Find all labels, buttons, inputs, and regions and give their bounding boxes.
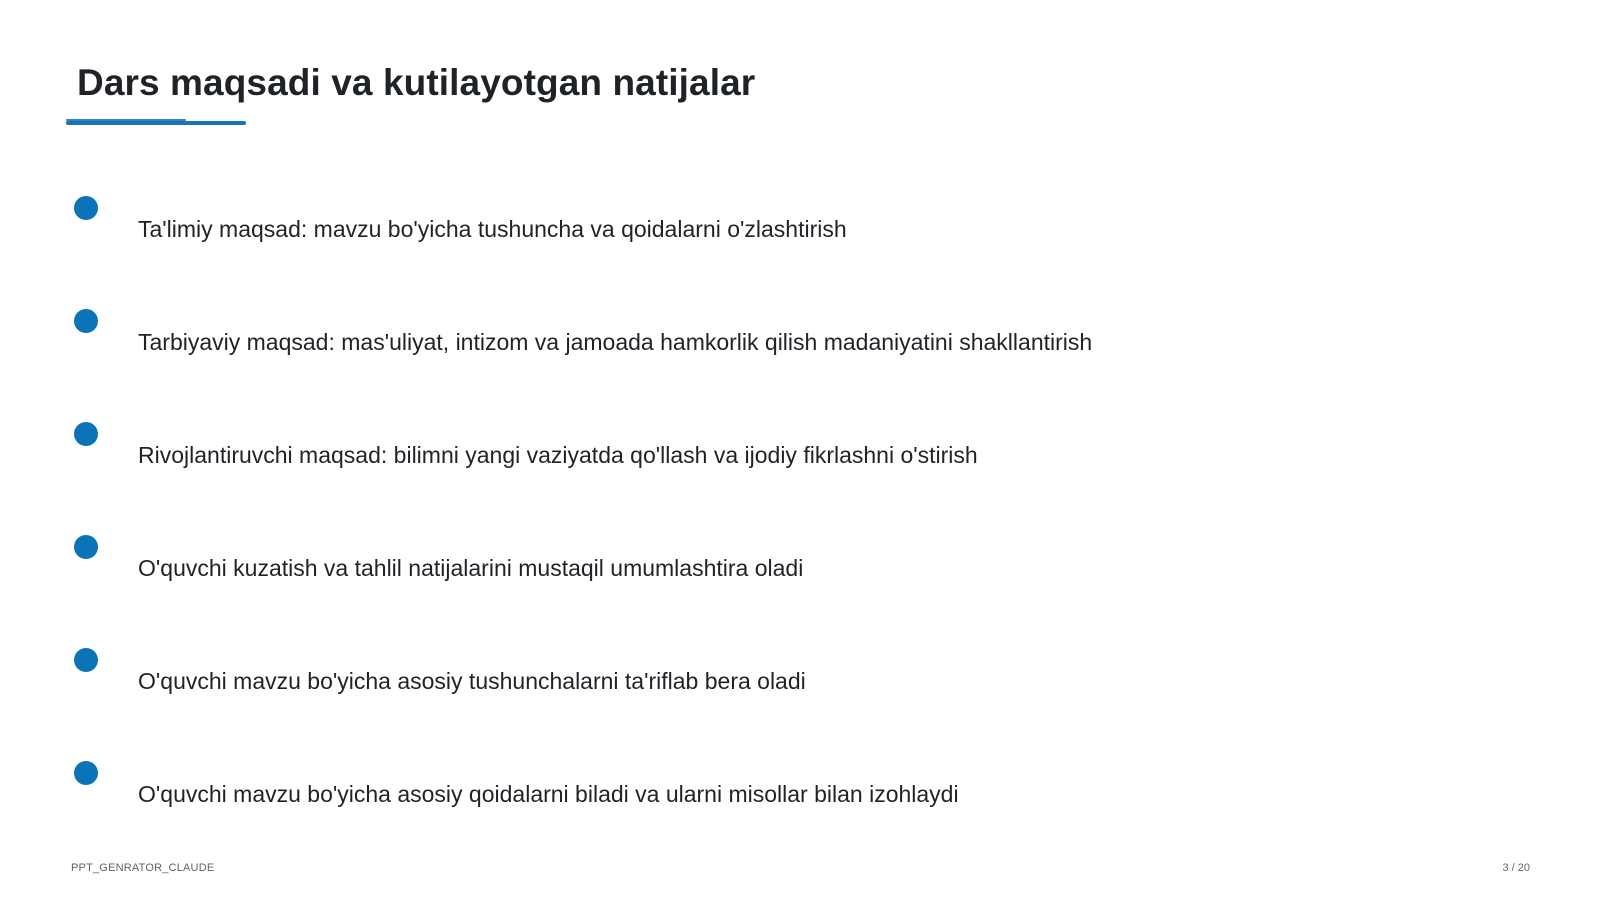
bullet-text: Tarbiyaviy maqsad: mas'uliyat, intizom va jamoada hamkorlik qilish madaniyatini shakllantirish — [138, 329, 1093, 355]
list-item — [0, 648, 1600, 708]
bullet-text: O'quvchi mavzu bo'yicha asosiy qoidalarni biladi va ularni misollar bilan izohlaydi — [138, 781, 959, 807]
bullet-text: Rivojlantiruvchi maqsad: bilimni yangi vaziyatda qo'llash va ijodiy fikrlashni o'stirish — [138, 442, 978, 468]
bullet-circle-icon — [74, 648, 98, 672]
footer-source-label: PPT_GENRATOR_CLAUDE — [71, 862, 215, 874]
bullet-text: O'quvchi kuzatish va tahlil natijalarini mustaqil umumlashtira oladi — [138, 555, 804, 581]
list-item — [0, 422, 1600, 482]
list-item — [0, 535, 1600, 595]
bullet-text: Ta'limiy maqsad: mavzu bo'yicha tushuncha va qoidalarni o'zlashtirish — [138, 216, 847, 242]
list-item — [0, 309, 1600, 369]
list-item — [0, 761, 1600, 821]
bullet-circle-icon — [74, 535, 98, 559]
list-item — [0, 196, 1600, 256]
bullet-circle-icon — [74, 309, 98, 333]
slide-title: Dars maqsadi va kutilayotgan natijalar — [77, 62, 756, 103]
bullet-text: O'quvchi mavzu bo'yicha asosiy tushunchalarni ta'riflab bera oladi — [138, 668, 806, 694]
bullet-circle-icon — [74, 422, 98, 446]
bullet-circle-icon — [74, 761, 98, 785]
bullet-circle-icon — [74, 196, 98, 220]
page-number: 3 / 20 — [1502, 862, 1530, 874]
